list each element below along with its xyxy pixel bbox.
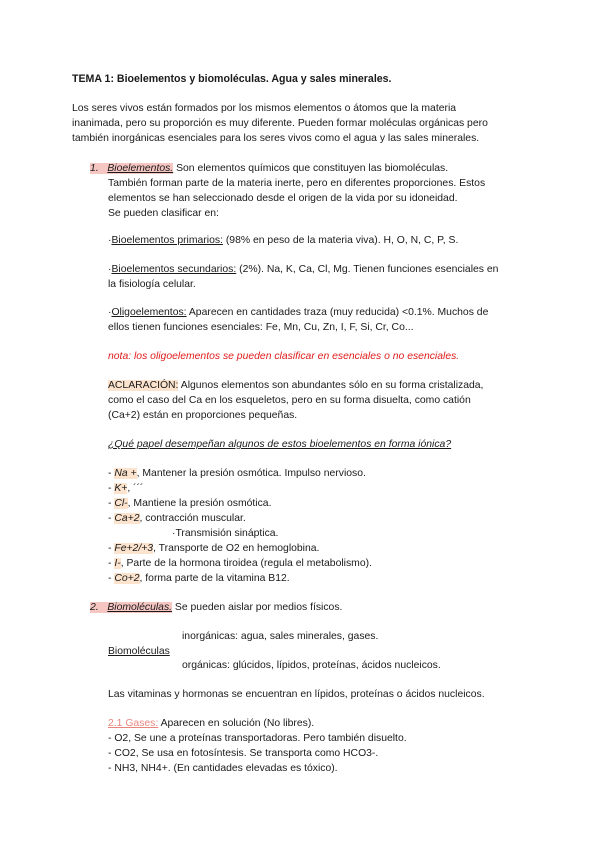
ion-item: - Co+2, forma parte de la vitamina B12. [108, 573, 290, 584]
aclaracion-text: Algunos elementos son abundantes sólo en su forma cristalizada, [178, 380, 484, 391]
aclaracion-label: ACLARACIÓN: [108, 380, 179, 391]
document-title: TEMA 1: Bioelementos y biomoléculas. Agua y sales minerales. [72, 73, 392, 85]
secundarios-label: Bioelementos secundarios: [111, 264, 237, 275]
ions-question: ¿Qué papel desempeñan algunos de estos bioelementos en forma iónica? [108, 439, 452, 450]
section2-heading-line [90, 601, 342, 615]
ion-symbol: Co+2 [114, 573, 140, 584]
gas-item: - O2, Se une a proteínas transportadoras. Pero también disuelto. [108, 733, 407, 744]
section2-lead: Se pueden aislar por medios físicos. [172, 602, 343, 613]
intro-line-1: Los seres vivos están formados por los mismos elementos o átomos que la materia [72, 103, 457, 114]
intro-line-3: también inorgánicas esenciales para los seres vivos como el agua y las sales minerales. [72, 133, 480, 144]
section1-line-3: Se pueden clasificar en: [108, 208, 219, 219]
secundarios-line-2: la fisiología celular. [108, 279, 196, 290]
aclaracion-line-3: (Ca+2) están en proporciones pequeñas. [108, 410, 298, 421]
oligo-line-2: ellos tienen funciones esenciales: Fe, Mn, Cu, Zn, I, F, Si, Cr, Co... [108, 322, 414, 333]
nota-text: nota: los oligoelementos se pueden clasificar en esenciales o no esenciales. [108, 351, 460, 362]
oligo-text: Aparecen en cantidades traza (muy reducida) <0.1%. Muchos de [186, 307, 489, 318]
oligo-label: Oligoelementos: [111, 307, 187, 318]
primarios-label: Bioelementos primarios: [111, 235, 223, 246]
secundarios-text: (2%). Na, K, Ca, Cl, Mg. Tienen funciones esenciales en [236, 264, 499, 275]
aclaracion-line [108, 379, 483, 393]
ion-item: - Na +, Mantener la presión osmótica. Impulso nervioso. [108, 468, 366, 479]
ion-symbol: Fe+2/+3 [114, 543, 154, 554]
section2-number: 2. [90, 602, 99, 613]
ion-item: - Ca+2, contracción muscular. [108, 513, 246, 524]
intro-line-2: inanimada, pero su proporción es muy diferente. Pueden formar moléculas orgánicas pero [72, 118, 488, 129]
ion-symbol: K+ [114, 483, 128, 494]
gases-line [108, 717, 314, 731]
ion-item: - I-, Parte de la hormona tiroidea (regula el metabolismo). [108, 558, 372, 569]
ion-symbol: Cl- [114, 498, 128, 509]
biomoleculas-label: Biomoléculas [108, 646, 170, 657]
primarios-text: (98% en peso de la materia viva). H, O, N, C, P, S. [222, 235, 459, 246]
organicas-text: orgánicas: glúcidos, lípidos, proteínas, ácidos nucleicos. [182, 660, 441, 671]
gases-text: Aparecen en solución (No libres). [158, 718, 315, 729]
section1-line-1: También forman parte de la materia inerte, pero en diferentes proporciones. Estos [108, 178, 486, 189]
ion-item-sub: ·Transmisión sináptica. [172, 528, 279, 539]
gas-item: - CO2, Se usa en fotosíntesis. Se transporta como HCO3-. [108, 748, 379, 759]
ion-item: - Cl-, Mantiene la presión osmótica. [108, 498, 272, 509]
section2-heading: Biomoléculas. [107, 602, 173, 613]
ion-item: - K+, ´´´ [108, 483, 144, 494]
oligo-line: ·Oligoelementos: Aparecen en cantidades traza (muy reducida) <0.1%. Muchos de [108, 307, 489, 318]
ion-symbol: Na + [114, 468, 137, 479]
aclaracion-line-2: como el caso del Ca en los esqueletos, pero en su forma disuelta, como catión [108, 395, 471, 406]
ion-symbol: I- [114, 558, 121, 569]
vitaminas-text: Las vitaminas y hormonas se encuentran en lípidos, proteínas o ácidos nucleicos. [108, 689, 485, 700]
section1-line-2: elementos se han seleccionado desde el origen de la vida por su idoneidad. [108, 193, 458, 204]
inorganicas-text: inorgánicas: agua, sales minerales, gases. [182, 631, 379, 642]
ion-symbol: Ca+2 [114, 513, 140, 524]
gas-item: - NH3, NH4+. (En cantidades elevadas es tóxico). [108, 763, 338, 774]
section1-lead: Son elementos químicos que constituyen las biomoléculas. [173, 163, 449, 174]
section1-number: 1. [90, 163, 99, 174]
primarios-line: ·Bioelementos primarios: (98% en peso de la materia viva). H, O, N, C, P, S. [108, 235, 459, 246]
gases-label: 2.1 Gases: [108, 718, 159, 729]
ion-item: - Fe+2/+3, Transporte de O2 en hemoglobina. [108, 543, 320, 554]
section1-heading-line [90, 162, 448, 176]
section1-heading: Bioelementos. [107, 163, 174, 174]
secundarios-line: ·Bioelementos secundarios: (2%). Na, K, Ca, Cl, Mg. Tienen funciones esenciales en [108, 264, 499, 275]
